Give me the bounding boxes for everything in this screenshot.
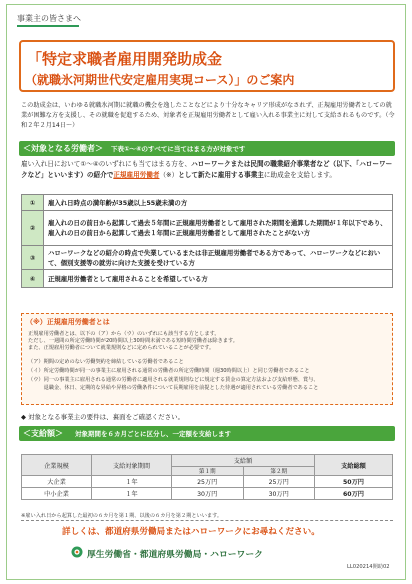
contact-message: 詳しくは、都道府県労働局またはハローワークにお尋ねください。 bbox=[62, 527, 320, 537]
header-total: 支給総額 bbox=[315, 455, 393, 476]
section-bar-amount bbox=[19, 426, 395, 441]
cell-period: １年 bbox=[92, 488, 172, 500]
section-note-workers: 下表①～④のすべてに当てはまる方が対象です bbox=[111, 145, 246, 153]
cell-total: 60万円 bbox=[315, 488, 393, 500]
definition-line: 退職金、休日、定期的な昇給や昇格の労働条件について長期雇用を前提とした待遇が適用されている労働者であること bbox=[28, 385, 319, 391]
definition-line: ただし、一週間の所定労働時間が20時間以上30時間未満である短時間労働者は除きます。 bbox=[28, 338, 238, 344]
worker-description bbox=[21, 159, 395, 181]
ministry-logo-icon bbox=[71, 546, 83, 558]
amount-header-row bbox=[22, 455, 393, 467]
document-code: LL020214開助02 bbox=[347, 564, 390, 570]
worker-desc-bold1: ハローワークまたは民間の職業紹介事業者など（以下、「ハローワークなど」といいます）の紹介で bbox=[21, 160, 393, 179]
condition-text: 正規雇用労働者として雇用されることを希望している方 bbox=[44, 270, 393, 288]
condition-number: ④ bbox=[22, 270, 44, 288]
definition-title: （※）正規雇用労働者とは bbox=[26, 318, 110, 326]
definition-box bbox=[21, 313, 393, 405]
title-line1: 「特定求職者雇用開発助成金 bbox=[27, 50, 223, 68]
worker-desc-part2: （※） bbox=[159, 171, 179, 179]
condition-row bbox=[22, 195, 393, 211]
conditions-table bbox=[21, 194, 393, 288]
table-row bbox=[22, 476, 393, 488]
worker-desc-keyword: 正規雇用労働者 bbox=[113, 171, 160, 179]
condition-text: ハローワークなどの紹介の時点で失業しているまたは非正規雇用労働者である方であって、ハローワークなどにおいて、個別支援等の就労に向けた支援を受けている方 bbox=[44, 246, 393, 270]
cell-scale: 中小企業 bbox=[22, 488, 92, 500]
condition-text: 雇入れ日時点の満年齢が35歳以上55歳未満の方 bbox=[44, 195, 393, 211]
header-amount: 支給額 bbox=[172, 455, 315, 467]
section-bar-workers bbox=[19, 141, 395, 156]
section-label-amount: ＜支給額＞ bbox=[23, 429, 63, 438]
leaflet-page bbox=[6, 4, 406, 580]
cell-period: １年 bbox=[92, 476, 172, 488]
table-row bbox=[22, 488, 393, 500]
cell-p1: 30万円 bbox=[172, 488, 244, 500]
header-period1: 第１期 bbox=[172, 467, 244, 476]
worker-desc-part3: に助成金を支給します。 bbox=[263, 171, 336, 179]
cell-scale: 大企業 bbox=[22, 476, 92, 488]
condition-number: ① bbox=[22, 195, 44, 211]
definition-line: （イ）所定労働時間が同一の事業主に雇用される通常の労働者の所定労働時間（週30時間以上）と同じ労働者であること bbox=[28, 368, 310, 374]
cell-total: 50万円 bbox=[315, 476, 393, 488]
ministry-name: 厚生労働省・都道府県労働局・ハローワーク bbox=[87, 550, 263, 560]
section-note-amount: 対象期間を６カ月ごとに区分し、一定額を支給します bbox=[75, 430, 231, 438]
definition-line: （ウ）同一の事業主に雇用される通常の労働者に適用される就業規則などに規定する賃金の算定方法および支給形態、賞与、 bbox=[28, 377, 319, 383]
condition-row bbox=[22, 211, 393, 246]
amount-table bbox=[21, 454, 393, 500]
condition-row bbox=[22, 270, 393, 288]
header-period2: 第２期 bbox=[243, 467, 315, 476]
title-box bbox=[19, 40, 395, 92]
cell-p2: 25万円 bbox=[243, 476, 315, 488]
cell-p1: 25万円 bbox=[172, 476, 244, 488]
worker-desc-part1: 雇い入れ日において①～④のいずれにも当てはまる方を、 bbox=[21, 160, 192, 168]
definition-line: また、正規雇用労働者について就業規則などに定められていることが必要です。 bbox=[28, 345, 215, 351]
separator bbox=[21, 520, 393, 521]
condition-text: 雇入れの日の前日から起算して過去５年間に正規雇用労働者として雇用された期間を通算した期間が１年以下であり、雇入れの日の前日から起算して過去１年間に正規雇用労働者として雇用されたことがない方 bbox=[44, 211, 393, 246]
section-label-workers: ＜対象となる労働者＞ bbox=[23, 144, 103, 153]
header-period: 支給対象期間 bbox=[92, 455, 172, 476]
condition-row bbox=[22, 246, 393, 270]
cell-p2: 30万円 bbox=[243, 488, 315, 500]
title-line2: （就職氷河期世代安定雇用実現コース）」のご案内 bbox=[25, 73, 295, 87]
worker-desc-bold2: として新たに雇用する事業主 bbox=[178, 171, 264, 179]
definition-line: （ア）期間の定めのない労働契約を締結している労働者であること bbox=[28, 359, 184, 365]
intro-paragraph: この助成金は、いわゆる就職氷河期に就職の機会を逸したことなどにより十分なキャリア形成がなされず、正規雇用労働者としての就業が困難な方を支援し、その就職を促進するため、対象者を正規雇用労働者として雇い入れる事業主に対して支給されるものです。（令和２年２月14日～） bbox=[21, 102, 395, 129]
condition-number: ③ bbox=[22, 246, 44, 270]
amount-footnote: ※雇い入れ日から起算した最初の６カ月を第１期、以後の６カ月を第２期といいます。 bbox=[21, 513, 223, 519]
employer-requirements-note: ◆ 対象となる事業主の要件は、裏面をご確認ください。 bbox=[21, 413, 185, 421]
header-underline bbox=[17, 25, 79, 27]
to-employers-label: 事業主の皆さまへ bbox=[17, 14, 81, 23]
condition-number: ② bbox=[22, 211, 44, 246]
header-scale: 企業規模 bbox=[22, 455, 92, 476]
definition-line: 正規雇用労働者とは、以下の（ア）から（ウ）のいずれにも該当する方とします。 bbox=[28, 331, 220, 337]
